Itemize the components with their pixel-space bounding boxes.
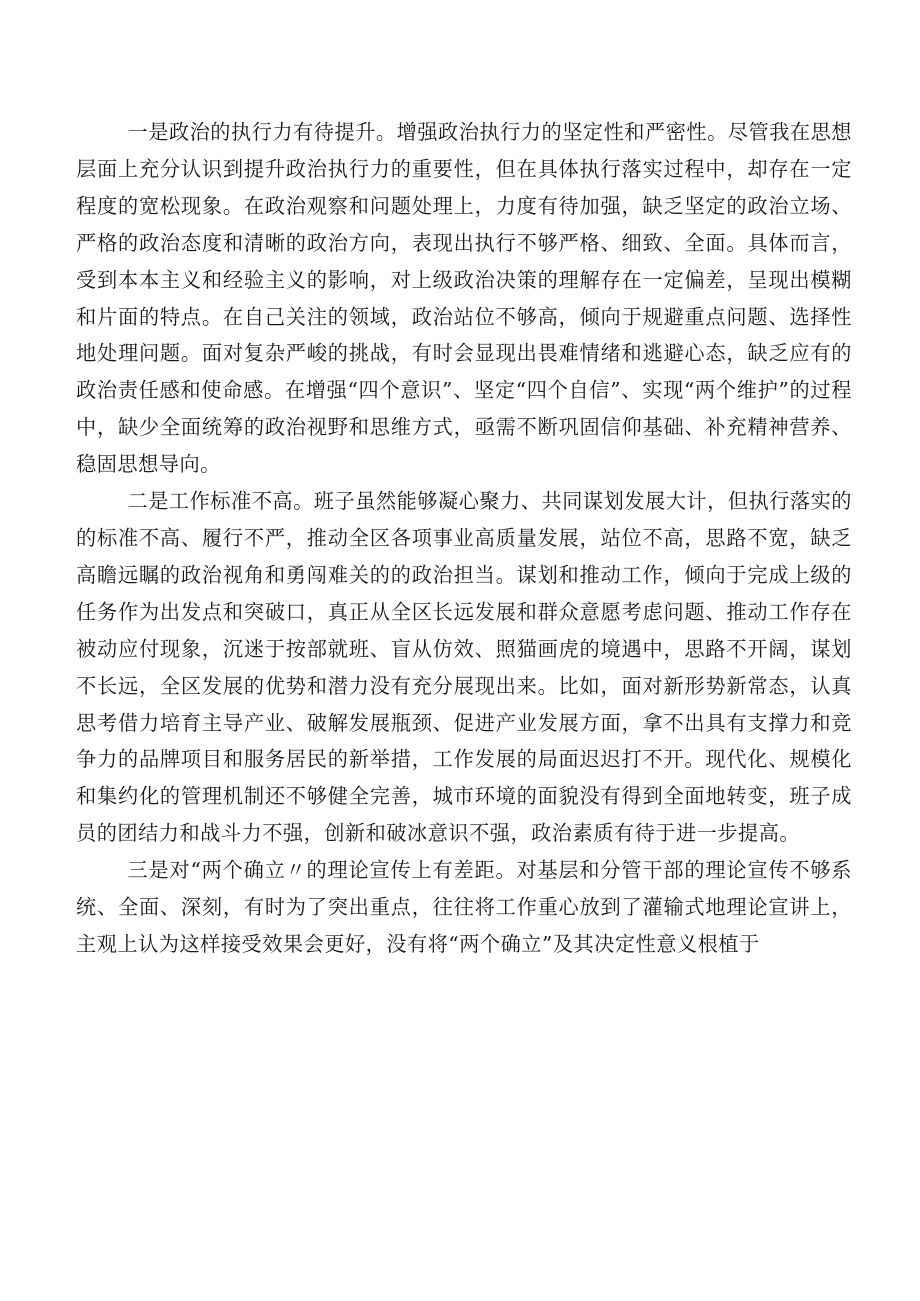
document-body [76,114,852,963]
paragraph-work-standards: 二是工作标准不高。班子虽然能够凝心聚力、共同谋划发展大计，但执行落实的的标准不高、履行不严，推动全区各项事业高质量发展，站位不高，思路不宽，缺乏高瞻远瞩的政治视角和勇闯难关的的政治担当。谋划和推动工作，倾向于完成上级的任务作为出发点和突破口，真正从全区长远发展和群众意愿考虑问题、推动工作存在被动应付现象，沉迷于按部就班、盲从仿效、照猫画虎的境遇中，思路不开阔，谋划不长远，全区发展的优势和潜力没有充分展现出来。比如，面对新形势新常态，认真思考借力培育主导产业、破解发展瓶颈、促进产业发展方面，拿不出具有支撑力和竞争力的品牌项目和服务居民的新举措，工作发展的局面迟迟打不开。现代化、规模化和集约化的管理机制还不够健全完善，城市环境的面貌没有得到全面地转变，班子成员的团结力和战斗力不强，创新和破冰意识不强，政治素质有待于进一步提高。 [76,489,852,846]
paragraph-theory-promotion: 三是对“两个确立〃的理论宣传上有差距。对基层和分管干部的理论宣传不够系统、全面、深刻，有时为了突出重点，往往将工作重心放到了灌输式地理论宣讲上，主观上认为这样接受效果会更好，没有将“两个确立”及其决定性意义根植于 [76,858,852,956]
paragraph-political-execution: 一是政治的执行力有待提升。增强政治执行力的坚定性和严密性。尽管我在思想层面上充分认识到提升政治执行力的重要性，但在具体执行落实过程中，却存在一定程度的宽松现象。在政治观察和问题处理上，力度有待加强，缺乏坚定的政治立场、严格的政治态度和清晰的政治方向，表现出执行不够严格、细致、全面。具体而言，受到本本主义和经验主义的影响，对上级政治决策的理解存在一定偏差，呈现出模糊和片面的特点。在自己关注的领域，政治站位不够高，倾向于规避重点问题、选择性地处理问题。面对复杂严峻的挑战，有时会显现出畏难情绪和逃避心态，缺乏应有的政治责任感和使命感。在增强“四个意识”、坚定“四个自信”、实现“两个维护”的过程中，缺少全面统筹的政治视野和思维方式，亟需不断巩固信仰基础、补充精神营养、稳固思想导向。 [76,120,852,477]
